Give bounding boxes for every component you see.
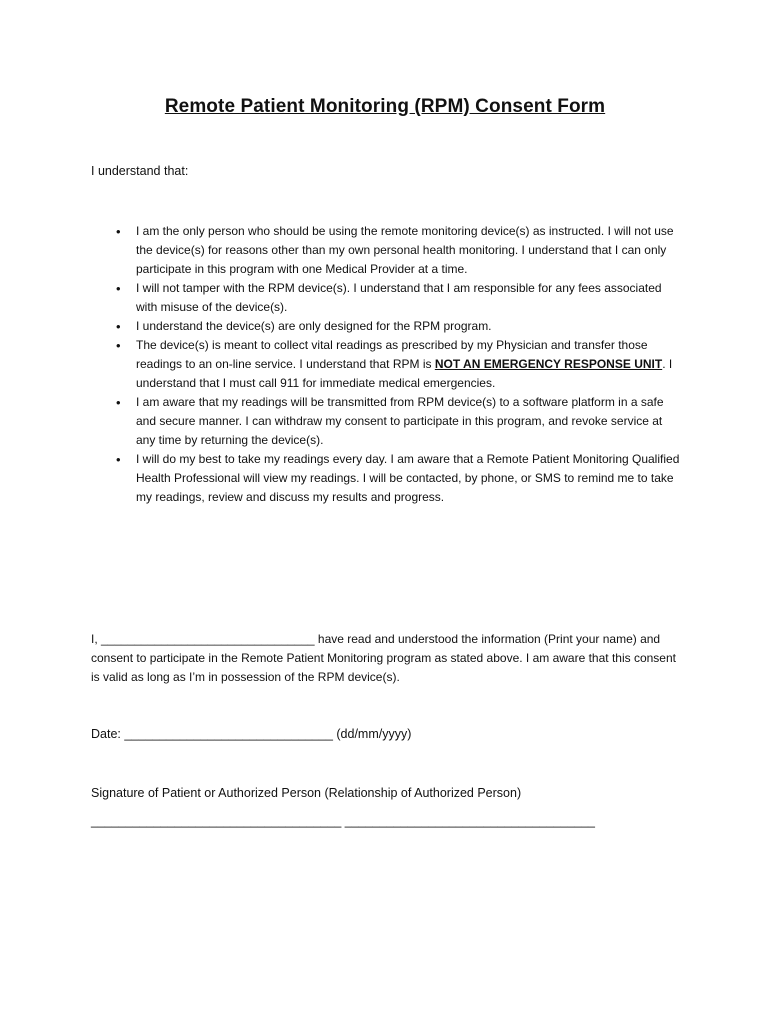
term-text: I understand the device(s) are only designed for the RPM program. bbox=[136, 319, 492, 333]
consent-terms-list bbox=[136, 222, 684, 507]
term-text: I am aware that my readings will be transmitted from RPM device(s) to a software platform in a safe and secure manner. I can withdraw my consent to participate in this program, and revoke service at any time by returning the device(s). bbox=[136, 395, 664, 447]
signature-lines: ____________________________________ ____________________________________ bbox=[91, 814, 596, 828]
list-item bbox=[136, 317, 684, 336]
term-text: I will do my best to take my readings every day. I am aware that a Remote Patient Monitoring Qualified Health Professional will view my readings. I will be contacted, by phone, or SMS to remind me to take my readings, review and discuss my results and progress. bbox=[136, 452, 680, 504]
intro-text: I understand that: bbox=[91, 164, 189, 178]
term-text: The device(s) is meant to collect vital readings as prescribed by my Physician and transfer those readings to an on-line service. I understand that RPM is bbox=[136, 338, 648, 371]
term-text: I will not tamper with the RPM device(s). I understand that I am responsible for any fees associated with misuse of the device(s). bbox=[136, 281, 662, 314]
signature-label: Signature of Patient or Authorized Person (Relationship of Authorized Person) bbox=[91, 786, 522, 800]
emergency-warning: NOT AN EMERGENCY RESPONSE UNIT bbox=[434, 357, 663, 371]
list-item bbox=[136, 450, 684, 507]
date-field-line: Date: ______________________________ (dd/mm/yyyy) bbox=[91, 727, 412, 741]
page-title: Remote Patient Monitoring (RPM) Consent Form bbox=[164, 96, 606, 117]
consent-statement: I, ________________________________ have read and understood the information (Print your name) and consent to participate in the Remote Patient Monitoring program as stated above. I am aware that this consent is valid as long as I’m in possession of the RPM device(s). bbox=[91, 632, 676, 684]
list-item bbox=[136, 279, 684, 317]
term-text: I am the only person who should be using the remote monitoring device(s) as instructed. I will not use the device(s) for reasons other than my own personal health monitoring. I understand that I can only participate in this program with one Medical Provider at a time. bbox=[136, 224, 674, 276]
term-text: . I understand that I must call 911 for immediate medical emergencies. bbox=[136, 357, 673, 390]
list-item bbox=[136, 393, 684, 450]
list-item bbox=[136, 222, 684, 279]
list-item bbox=[136, 336, 684, 393]
